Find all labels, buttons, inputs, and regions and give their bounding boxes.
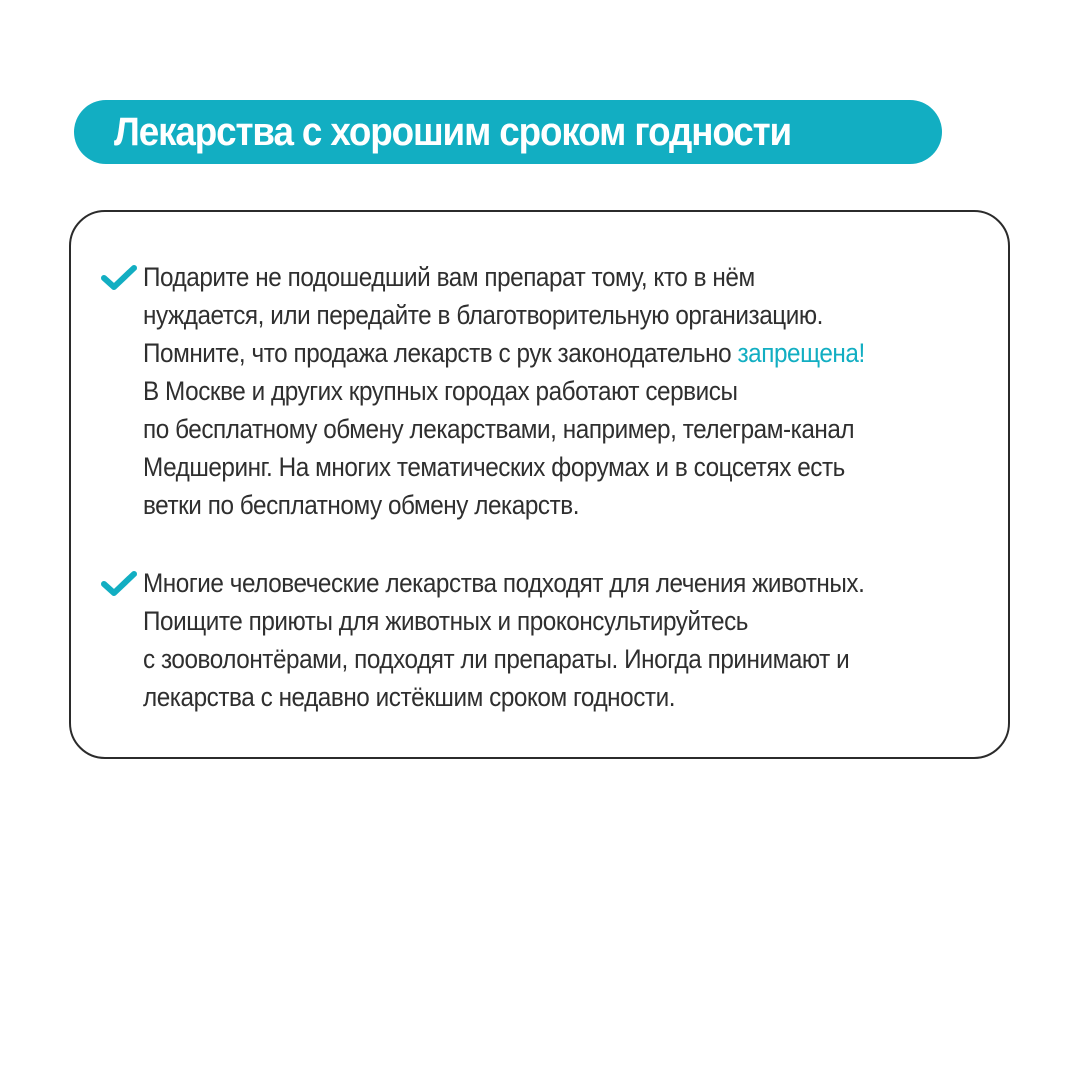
check-icon <box>101 264 137 292</box>
content-card <box>69 210 1010 759</box>
page-title: Лекарства с хорошим сроком годности <box>114 109 792 154</box>
text-line: с зооволонтёрами, подходят ли препараты. Иногда принимают и <box>143 644 850 674</box>
text-line: В Москве и других крупных городах работают сервисы <box>143 376 738 406</box>
text-line: Медшеринг. На многих тематических форумах и в соцсетях есть <box>143 452 845 482</box>
check-icon <box>101 570 137 598</box>
title-banner <box>74 100 942 164</box>
text-line: Подарите не подошедший вам препарат тому, кто в нём <box>143 262 755 292</box>
text-line: Поищите приюты для животных и проконсультируйтесь <box>143 606 749 636</box>
text-line: нуждается, или передайте в благотворительную организацию. <box>143 300 823 330</box>
text-line: по бесплатному обмену лекарствами, например, телеграм-канал <box>143 414 855 444</box>
highlight-word: запрещена! <box>737 338 865 368</box>
text-line: Многие человеческие лекарства подходят для лечения животных. <box>143 568 865 598</box>
text-line-start: Помните, что продажа лекарств с рук законодательно <box>143 338 738 368</box>
list-item-text <box>143 258 935 524</box>
text-line: ветки по бесплатному обмену лекарств. <box>143 490 580 520</box>
list-item-text <box>143 564 935 716</box>
text-line: лекарства с недавно истёкшим сроком годности. <box>143 682 676 712</box>
text-line <box>143 334 935 372</box>
